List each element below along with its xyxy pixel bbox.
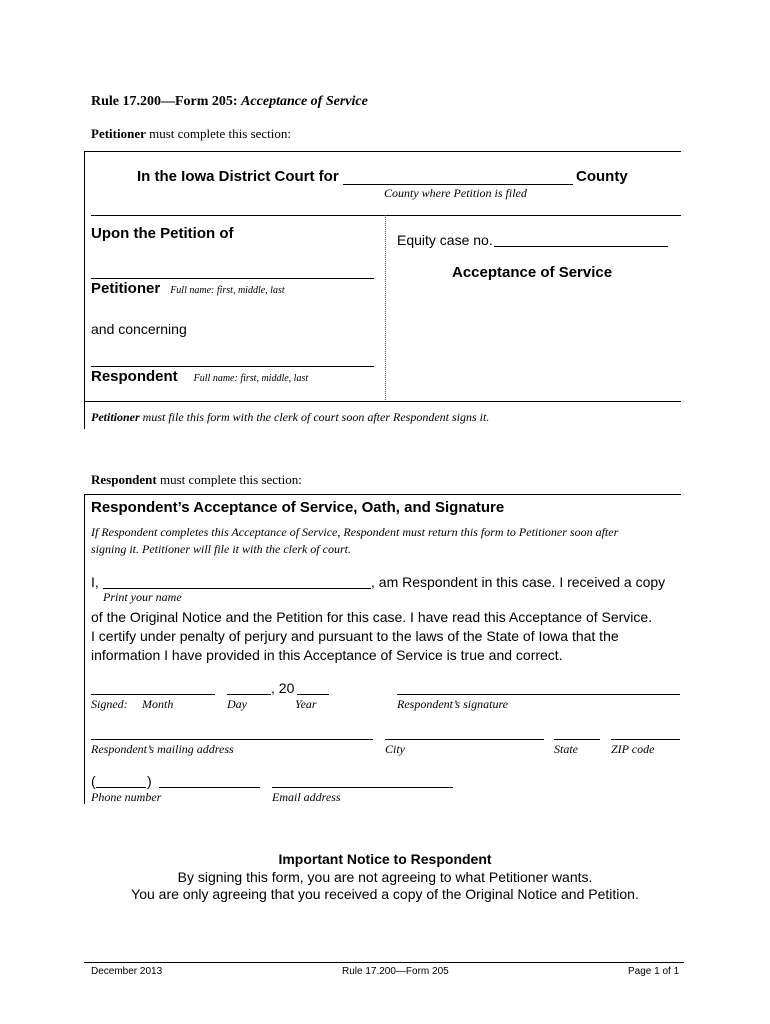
day-caption: Day (227, 697, 247, 711)
respondent-hint: Full name: first, middle, last (193, 373, 309, 384)
mailing-address-field[interactable] (91, 739, 373, 740)
mailing-address-caption: Respondent’s mailing address (91, 742, 234, 756)
respondent-instructions-line2: signing it. Petitioner will file it with the clerk of court. (91, 542, 351, 556)
phone-caption: Phone number (91, 790, 162, 804)
phone-open-paren: ( (91, 773, 96, 789)
respondent-instructions-line1: If Respondent completes this Acceptance of Service, Respondent must return this form to Petitioner soon after (91, 525, 619, 539)
area-code-field[interactable] (96, 787, 146, 788)
year-prefix: , 20 (271, 680, 295, 696)
petitioner-hint: Full name: first, middle, last (170, 285, 285, 296)
respondent-name-field[interactable] (91, 366, 374, 367)
respondent-label-row (91, 368, 308, 386)
county-caption: County where Petition is filed (384, 186, 527, 200)
month-field[interactable] (91, 694, 215, 695)
file-notice-text: must file this form with the clerk of court soon after Respondent signs it. (139, 410, 490, 424)
footer-rule (84, 962, 684, 963)
year-caption: Year (295, 697, 317, 711)
important-notice-title: Important Notice to Respondent (278, 851, 492, 867)
respondent-word: Respondent (91, 368, 178, 385)
oath-line4: information I have provided in this Acceptance of Service is true and correct. (91, 647, 563, 663)
respondent-heading: Respondent’s Acceptance of Service, Oath, and Signature (91, 499, 505, 516)
court-prefix: In the Iowa District Court for (137, 168, 339, 185)
email-field[interactable] (272, 787, 453, 788)
state-field[interactable] (554, 739, 600, 740)
caption-bottom-rule (84, 401, 681, 402)
footer-form: Rule 17.200—Form 205 (342, 966, 449, 977)
respondent-box-top-rule (84, 494, 681, 495)
court-suffix: County (576, 168, 628, 185)
signed-caption: Signed: (91, 697, 128, 711)
petitioner-name-field[interactable] (91, 278, 374, 279)
phone-close-paren: ) (147, 773, 152, 789)
footer-date: December 2013 (91, 966, 163, 977)
caption-divider (385, 215, 386, 400)
equity-case-label: Equity case no. (397, 232, 493, 248)
box-left-border (84, 151, 85, 429)
oath-line3: I certify under penalty of perjury and pursuant to the laws of the State of Iowa that the (91, 628, 619, 644)
rule-number: Rule 17.200—Form 205: (91, 94, 242, 109)
and-concerning: and concerning (91, 321, 187, 337)
respondent-instruction (91, 472, 302, 488)
email-caption: Email address (272, 790, 341, 804)
oath-i: I, (91, 574, 99, 590)
print-name-caption: Print your name (103, 590, 182, 604)
respondent-instruction-label: Respondent (91, 472, 157, 487)
important-notice-line1: By signing this form, you are not agreeing to what Petitioner wants. (177, 869, 593, 885)
petitioner-word: Petitioner (91, 280, 161, 297)
oath-am-respondent: , am Respondent in this case. I received a copy (371, 574, 666, 590)
zip-field[interactable] (611, 739, 680, 740)
print-name-field[interactable] (103, 588, 371, 589)
city-caption: City (385, 742, 405, 756)
signature-field[interactable] (397, 694, 680, 695)
petitioner-instruction (91, 126, 291, 142)
petitioner-instruction-text: must complete this section: (145, 126, 292, 141)
county-field[interactable] (343, 184, 573, 185)
file-notice-bold: Petitioner (91, 410, 140, 424)
file-notice (91, 410, 489, 425)
footer-page: Page 1 of 1 (628, 966, 680, 977)
important-notice-line2: You are only agreeing that you received a copy of the Original Notice and Petition. (131, 886, 639, 902)
month-caption: Month (142, 697, 174, 711)
rule-subtitle: Acceptance of Service (241, 94, 368, 109)
day-field[interactable] (227, 694, 271, 695)
caption-top-rule (91, 215, 681, 216)
respondent-box-left-border (84, 494, 85, 804)
petitioner-instruction-label: Petitioner (91, 126, 146, 141)
zip-caption: ZIP code (611, 742, 655, 756)
acceptance-title: Acceptance of Service (452, 264, 613, 281)
form-title (91, 94, 368, 110)
phone-field[interactable] (159, 787, 260, 788)
year-field[interactable] (297, 694, 329, 695)
signature-caption: Respondent’s signature (397, 697, 508, 711)
respondent-instruction-text: must complete this section: (156, 472, 302, 487)
oath-line2: of the Original Notice and the Petition for this case. I have read this Acceptance of Service. (91, 609, 653, 625)
state-caption: State (554, 742, 578, 756)
box-top-rule (84, 151, 681, 152)
city-field[interactable] (385, 739, 544, 740)
equity-case-field[interactable] (494, 246, 668, 247)
petitioner-label-row (91, 280, 285, 298)
upon-petition: Upon the Petition of (91, 225, 234, 242)
